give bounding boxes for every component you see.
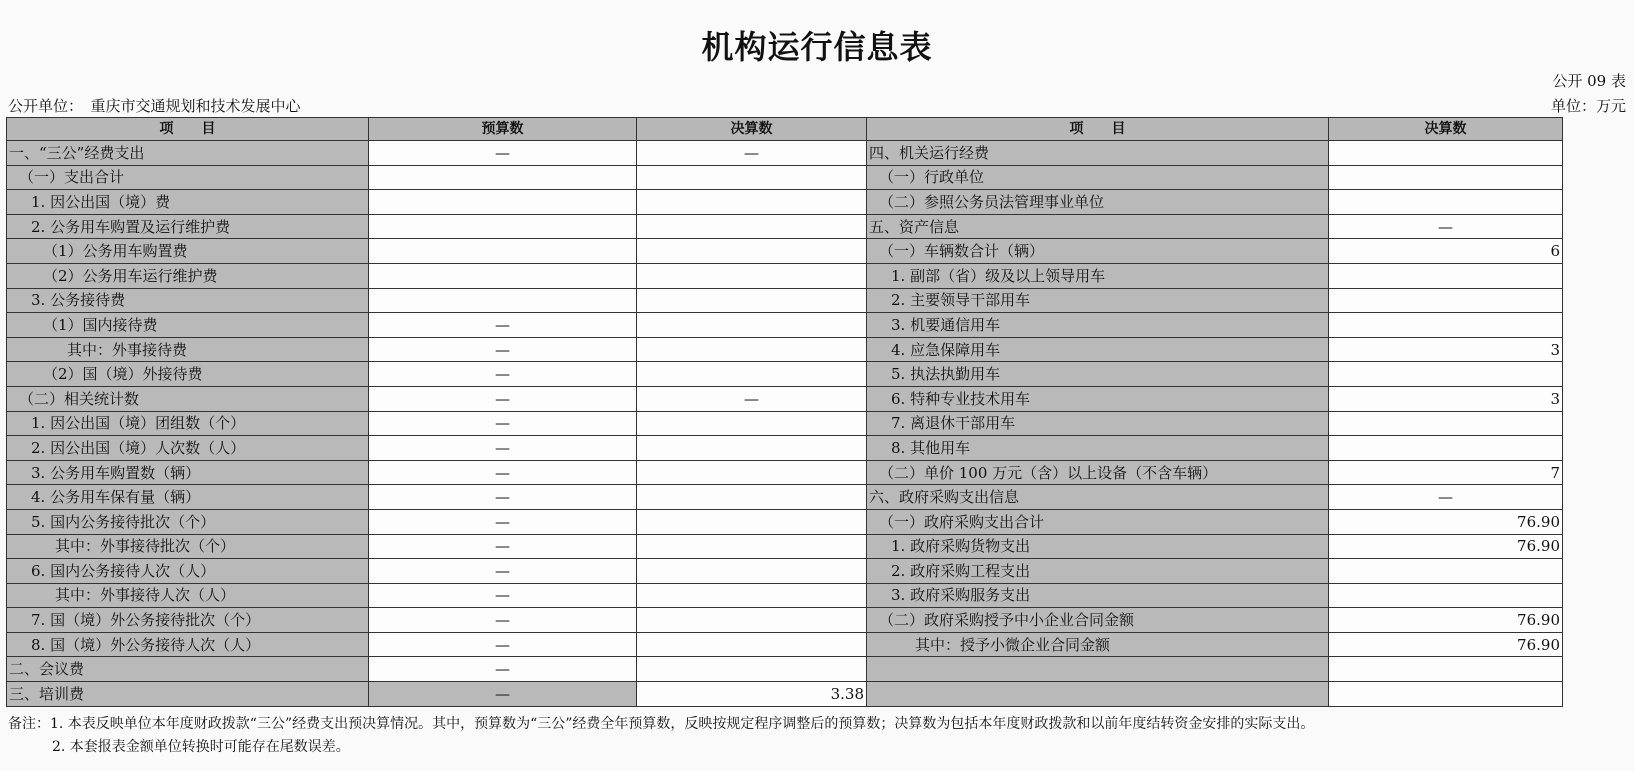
budget-cell <box>369 190 637 215</box>
table-row <box>7 632 1563 657</box>
right-item-cell: 4. 应急保障用车 <box>867 337 1329 362</box>
budget-cell: — <box>369 632 637 657</box>
table-row <box>7 608 1563 633</box>
table-row <box>7 583 1563 608</box>
left-item-cell: 1. 因公出国（境）费 <box>7 190 369 215</box>
right-item-cell: 7. 离退休干部用车 <box>867 411 1329 436</box>
budget-cell: — <box>369 141 637 166</box>
right-item-cell: 5. 执法执勤用车 <box>867 362 1329 387</box>
final-cell <box>637 288 867 313</box>
table-header-row <box>7 118 1563 141</box>
right-final-cell: 7 <box>1329 460 1563 485</box>
left-item-cell: （1）国内接待费 <box>7 313 369 338</box>
right-item-cell: 3. 政府采购服务支出 <box>867 583 1329 608</box>
right-final-cell <box>1329 263 1563 288</box>
left-item-cell: 二、会议费 <box>7 657 369 682</box>
budget-cell: — <box>369 436 637 461</box>
final-cell <box>637 239 867 264</box>
right-final-cell: 76.90 <box>1329 509 1563 534</box>
table-row <box>7 436 1563 461</box>
budget-cell <box>369 239 637 264</box>
header-right-final: 决算数 <box>1329 118 1563 141</box>
right-final-cell <box>1329 165 1563 190</box>
right-item-cell: 其中：授予小微企业合同金额 <box>867 632 1329 657</box>
final-cell <box>637 583 867 608</box>
left-item-cell: 5. 国内公务接待批次（个） <box>7 509 369 534</box>
budget-cell: — <box>369 362 637 387</box>
page-title: 机构运行信息表 <box>701 28 933 66</box>
right-item-cell: （一）车辆数合计（辆） <box>867 239 1329 264</box>
right-final-cell: 76.90 <box>1329 534 1563 559</box>
table-body <box>7 141 1563 707</box>
budget-cell: — <box>369 313 637 338</box>
right-final-cell <box>1329 141 1563 166</box>
left-item-cell: 三、培训费 <box>7 682 369 707</box>
right-item-cell: （二）单价 100 万元（含）以上设备（不含车辆） <box>867 460 1329 485</box>
note-line-1: 备注：1. 本表反映单位本年度财政拨款“三公”经费支出预决算情况。其中，预算数为“三公”经费全年预算数，反映按规定程序调整后的预算数；决算数为包括本年度财政拨款和以前年度结转资金安排的实际支出。 <box>8 716 1315 732</box>
budget-cell: — <box>369 411 637 436</box>
right-item-cell: 四、机关运行经费 <box>867 141 1329 166</box>
table-row <box>7 239 1563 264</box>
note-line-2: 2. 本套报表金额单位转换时可能存在尾数误差。 <box>52 739 350 755</box>
left-item-cell: 3. 公务用车购置数（辆） <box>7 460 369 485</box>
budget-cell: — <box>369 509 637 534</box>
table-row <box>7 141 1563 166</box>
table-row <box>7 682 1563 707</box>
right-item-cell: 1. 政府采购货物支出 <box>867 534 1329 559</box>
right-item-cell: （二）参照公务员法管理事业单位 <box>867 190 1329 215</box>
table-row <box>7 337 1563 362</box>
final-cell <box>637 165 867 190</box>
left-item-cell: 其中：外事接待费 <box>7 337 369 362</box>
left-item-cell: 一、“三公”经费支出 <box>7 141 369 166</box>
budget-cell: — <box>369 337 637 362</box>
header-budget: 预算数 <box>369 118 637 141</box>
table-row <box>7 559 1563 584</box>
final-cell <box>637 337 867 362</box>
right-final-cell: 3 <box>1329 337 1563 362</box>
final-cell <box>637 436 867 461</box>
budget-cell: — <box>369 559 637 584</box>
right-final-cell: 6 <box>1329 239 1563 264</box>
budget-cell: — <box>369 608 637 633</box>
final-cell: — <box>637 386 867 411</box>
right-item-cell: （一）政府采购支出合计 <box>867 509 1329 534</box>
final-cell: 3.38 <box>637 682 867 707</box>
table-row <box>7 460 1563 485</box>
table-row <box>7 288 1563 313</box>
budget-cell: — <box>369 460 637 485</box>
right-item-cell: 8. 其他用车 <box>867 436 1329 461</box>
left-item-cell: 4. 公务用车保有量（辆） <box>7 485 369 510</box>
final-cell <box>637 657 867 682</box>
right-final-cell <box>1329 682 1563 707</box>
left-item-cell: （2）国（境）外接待费 <box>7 362 369 387</box>
right-item-cell: （二）政府采购授予中小企业合同金额 <box>867 608 1329 633</box>
right-item-cell: 2. 主要领导干部用车 <box>867 288 1329 313</box>
right-final-cell <box>1329 559 1563 584</box>
right-final-cell: 3 <box>1329 386 1563 411</box>
budget-cell: — <box>369 682 637 707</box>
right-final-cell <box>1329 411 1563 436</box>
right-item-cell: 1. 副部（省）级及以上领导用车 <box>867 263 1329 288</box>
budget-cell: — <box>369 386 637 411</box>
budget-cell <box>369 214 637 239</box>
left-item-cell: 2. 因公出国（境）人次数（人） <box>7 436 369 461</box>
right-item-cell: 六、政府采购支出信息 <box>867 485 1329 510</box>
table-row <box>7 386 1563 411</box>
budget-cell: — <box>369 534 637 559</box>
left-item-cell: 2. 公务用车购置及运行维护费 <box>7 214 369 239</box>
table-row <box>7 165 1563 190</box>
table-row <box>7 263 1563 288</box>
right-final-cell <box>1329 190 1563 215</box>
left-item-cell: 1. 因公出国（境）团组数（个） <box>7 411 369 436</box>
final-cell <box>637 632 867 657</box>
header-right-item: 项 目 <box>867 118 1329 141</box>
left-item-cell: （2）公务用车运行维护费 <box>7 263 369 288</box>
final-cell <box>637 534 867 559</box>
left-item-cell: 其中：外事接待人次（人） <box>7 583 369 608</box>
unit-label: 单位：万元 <box>1550 97 1626 115</box>
final-cell <box>637 559 867 584</box>
right-item-cell: 2. 政府采购工程支出 <box>867 559 1329 584</box>
header-left-item: 项 目 <box>7 118 369 141</box>
left-item-cell: 7. 国（境）外公务接待批次（个） <box>7 608 369 633</box>
header-final: 决算数 <box>637 118 867 141</box>
final-cell <box>637 460 867 485</box>
right-final-cell <box>1329 583 1563 608</box>
form-number: 公开 09 表 <box>1552 72 1626 90</box>
left-item-cell: 8. 国（境）外公务接待人次（人） <box>7 632 369 657</box>
right-item-cell: 6. 特种专业技术用车 <box>867 386 1329 411</box>
right-final-cell <box>1329 288 1563 313</box>
right-final-cell: 76.90 <box>1329 608 1563 633</box>
right-final-cell <box>1329 362 1563 387</box>
left-item-cell: 6. 国内公务接待人次（人） <box>7 559 369 584</box>
final-cell <box>637 509 867 534</box>
final-cell: — <box>637 141 867 166</box>
budget-cell <box>369 165 637 190</box>
table-row <box>7 214 1563 239</box>
info-table <box>6 117 1563 707</box>
right-final-cell: — <box>1329 485 1563 510</box>
notes <box>8 713 1314 759</box>
table-row <box>7 411 1563 436</box>
final-cell <box>637 411 867 436</box>
right-final-cell: — <box>1329 214 1563 239</box>
right-final-cell <box>1329 313 1563 338</box>
right-item-cell <box>867 657 1329 682</box>
right-final-cell <box>1329 436 1563 461</box>
organization-label: 公开单位： 重庆市交通规划和技术发展中心 <box>8 97 301 115</box>
left-item-cell: （1）公务用车购置费 <box>7 239 369 264</box>
budget-cell <box>369 288 637 313</box>
final-cell <box>637 190 867 215</box>
right-final-cell <box>1329 657 1563 682</box>
table-row <box>7 362 1563 387</box>
final-cell <box>637 313 867 338</box>
budget-cell: — <box>369 657 637 682</box>
table-row <box>7 190 1563 215</box>
left-item-cell: 3. 公务接待费 <box>7 288 369 313</box>
right-final-cell: 76.90 <box>1329 632 1563 657</box>
right-item-cell: （一）行政单位 <box>867 165 1329 190</box>
budget-cell: — <box>369 583 637 608</box>
final-cell <box>637 608 867 633</box>
table-row <box>7 534 1563 559</box>
budget-cell: — <box>369 485 637 510</box>
right-item-cell: 五、资产信息 <box>867 214 1329 239</box>
left-item-cell: 其中：外事接待批次（个） <box>7 534 369 559</box>
left-item-cell: （一）支出合计 <box>7 165 369 190</box>
table-row <box>7 313 1563 338</box>
budget-cell <box>369 263 637 288</box>
final-cell <box>637 485 867 510</box>
final-cell <box>637 263 867 288</box>
left-item-cell: （二）相关统计数 <box>7 386 369 411</box>
right-item-cell <box>867 682 1329 707</box>
table-row <box>7 509 1563 534</box>
right-item-cell: 3. 机要通信用车 <box>867 313 1329 338</box>
table-row <box>7 657 1563 682</box>
table-row <box>7 485 1563 510</box>
final-cell <box>637 214 867 239</box>
final-cell <box>637 362 867 387</box>
